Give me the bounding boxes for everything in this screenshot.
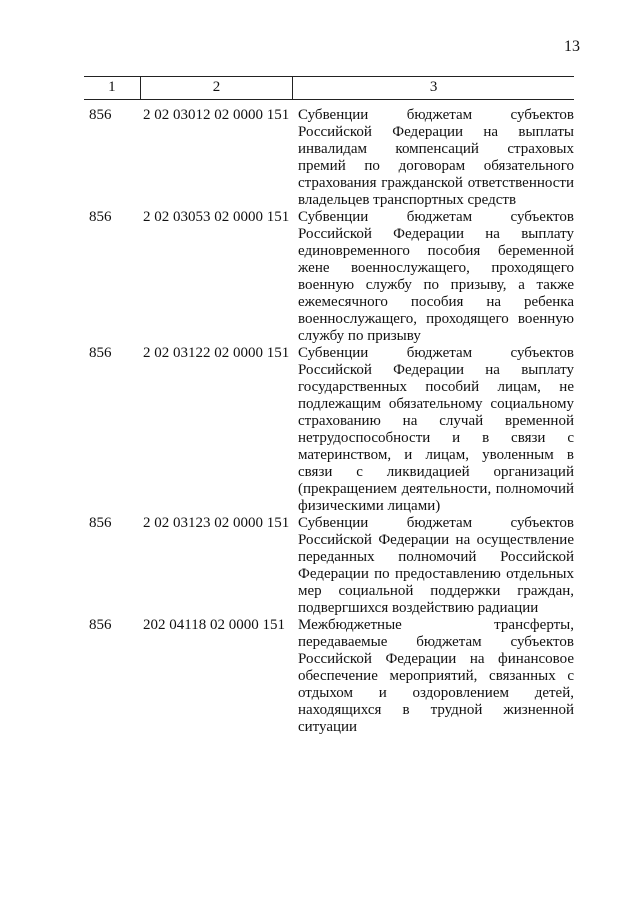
- page-number: 13: [564, 38, 580, 55]
- budget-code-table: [84, 76, 574, 736]
- budget-code-cell: 2 02 03012 02 0000 151: [143, 107, 290, 123]
- admin-code-cell: 856: [89, 345, 112, 361]
- column-header-3: 3: [429, 79, 438, 95]
- revenue-name-cell: Субвенции бюджетам субъектов Российской Федерации на выплату единовременного пособия беременной жене военнослужащего, проходящего военную службу по призыву, а также ежемесячного пособия на ребенка военнослужащего, проходящего военную службу по призыву: [298, 209, 574, 344]
- budget-code-cell: 2 02 03053 02 0000 151: [143, 209, 290, 225]
- table-row: [84, 107, 574, 209]
- admin-code-cell: 856: [89, 515, 112, 531]
- table-row: [84, 209, 574, 345]
- column-header-1: 1: [84, 77, 141, 99]
- admin-code-cell: 856: [89, 617, 112, 633]
- revenue-name-cell: Субвенции бюджетам субъектов Российской Федерации на осуществление переданных полномочий Российской Федерации по предоставлению отдельных мер социальной поддержки граждан, подвергшихся воздействию радиации: [298, 515, 574, 616]
- budget-code-cell: 2 02 03123 02 0000 151: [143, 515, 290, 531]
- admin-code-cell: 856: [89, 209, 112, 225]
- budget-code-cell: 202 04118 02 0000 151: [143, 617, 285, 633]
- column-header-2: 2: [141, 77, 293, 99]
- budget-code-cell: 2 02 03122 02 0000 151: [143, 345, 290, 361]
- admin-code-cell: 856: [89, 107, 112, 123]
- revenue-name-cell: Субвенции бюджетам субъектов Российской Федерации на выплаты инвалидам компенсаций страховых премий по договорам обязательного страхования гражданской ответственности владельцев транспортных средств: [298, 107, 574, 208]
- revenue-name-cell: Субвенции бюджетам субъектов Российской Федерации на выплату государственных пособий лицам, не подлежащим обязательному социальному страхованию на случай временной нетрудоспособности и в связи с материнством, и лицам, уволенным в связи с ликвидацией организаций (прекращением деятельности, полномочий физическими лицами): [298, 345, 574, 514]
- table-row: [84, 515, 574, 617]
- revenue-name-cell: Межбюджетные трансферты, передаваемые бюджетам субъектов Российской Федерации на финансовое обеспечение мероприятий, связанных с отдыхом и оздоровлением детей, находящихся в трудной жизненной ситуации: [298, 617, 574, 735]
- table-row: [84, 345, 574, 515]
- table-body: [84, 107, 574, 736]
- table-header: [84, 76, 574, 100]
- table-row: [84, 617, 574, 736]
